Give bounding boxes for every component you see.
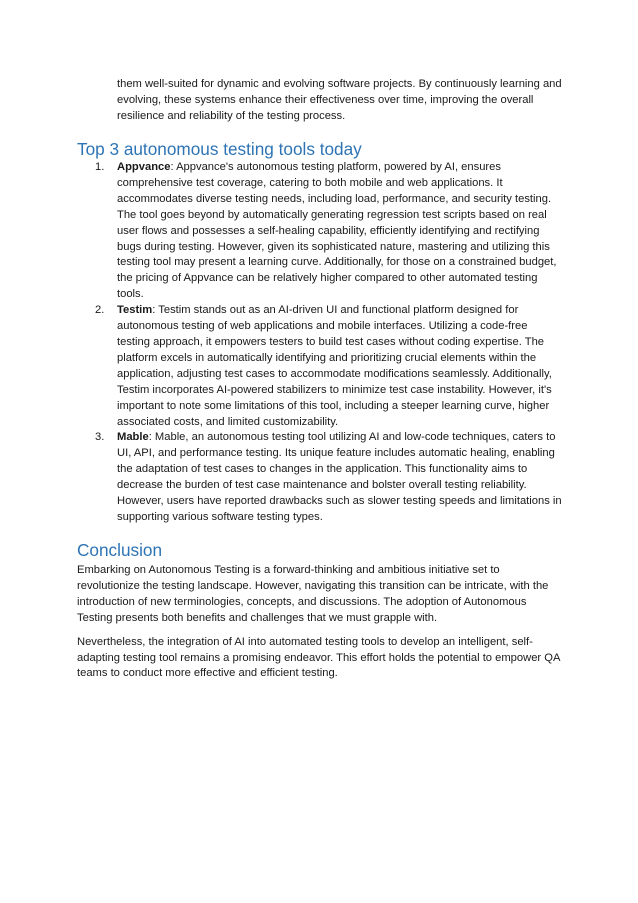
tool-name-testim: Testim (117, 304, 153, 317)
tool-description: : Mable, an autonomous testing tool utilizing AI and low-code techniques, caters to UI, API, and performance testing. Its unique feature includes automatic healing, enabling the adaptation of test cases to changes in the application. This functionality aims to decrease the burden of test case maintenance and bolster overall testing reliability. However, users have reported drawbacks such as slower testing speeds and limitations in supporting various software testing types. (117, 431, 562, 523)
conclusion-paragraph-1: Embarking on Autonomous Testing is a forward-thinking and ambitious initiative set to revolutionize the testing landscape. However, navigating this transition can be intricate, with the introduction of new terminologies, concepts, and discussions. The adoption of Autonomous Testing presents both benefits and challenges that we must grapple with. (77, 564, 549, 624)
list-item-number: 3. (95, 431, 105, 444)
tool-name-mable: Mable (117, 431, 149, 444)
list-item (95, 303, 562, 430)
tool-list (95, 160, 562, 526)
conclusion-body (77, 563, 562, 690)
conclusion-heading: Conclusion (77, 540, 163, 560)
tool-description: : Appvance's autonomous testing platform, powered by AI, ensures comprehensive test coverage, catering to both mobile and web applications. It accommodates diverse testing needs, including load, performance, and security testing. The tool goes beyond by automatically generating regression test scripts based on real user flows and possesses a self-healing capability, efficiently identifying and rectifying bugs during testing. However, given its sophisticated nature, mastering and utilizing this testing tool may present a learning curve. Additionally, for those on a constrained budget, the pricing of Appvance can be relatively higher compared to other automated testing tools. (117, 161, 557, 301)
tool-description: : Testim stands out as an AI-driven UI and functional platform designed for autonomous testing of web applications and mobile interfaces. Utilizing a code-free testing approach, it empowers testers to build test cases without coding expertise. The platform excels in automatically identifying and prioritizing crucial elements within the application, adjusting test cases to accommodate modifications seamlessly. Additionally, Testim incorporates AI-powered stabilizers to minimize test case instability. However, it's important to note some limitations of this tool, including a steeper learning curve, higher associated costs, and limited customizability. (117, 304, 552, 428)
list-item-number: 1. (95, 161, 105, 173)
list-item (95, 160, 562, 303)
list-item-number: 2. (95, 304, 105, 317)
tool-name-appvance: Appvance (117, 161, 171, 173)
intro-continuation-paragraph: them well-suited for dynamic and evolving software projects. By continuously learning and evolving, these systems enhance their effectiveness over time, improving the overall resilience and reliability of the testing process. (117, 78, 562, 122)
conclusion-paragraph-2: Nevertheless, the integration of AI into automated testing tools to develop an intelligent, self-adapting testing tool remains a promising endeavor. This effort holds the potential to empower QA teams to conduct more effective and efficient testing. (77, 635, 560, 680)
tools-section-heading: Top 3 autonomous testing tools today (77, 139, 362, 159)
list-item (95, 430, 562, 525)
